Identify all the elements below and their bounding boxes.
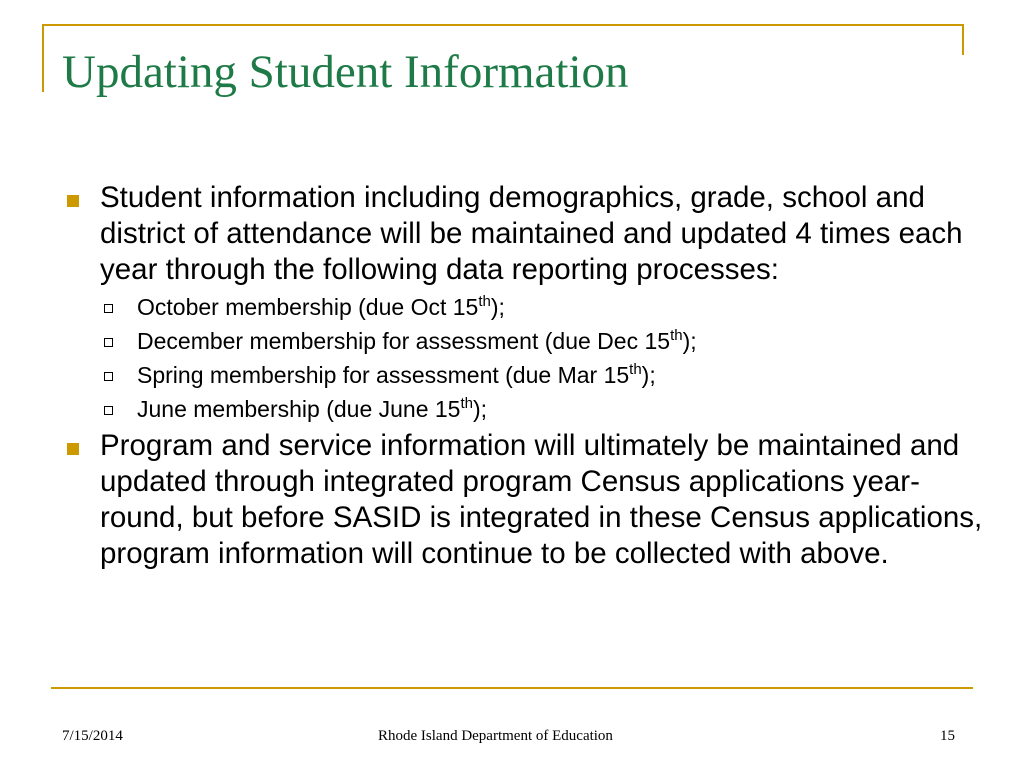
sub-bullet-item bbox=[64, 292, 984, 322]
boxed-square-bullet-icon bbox=[104, 304, 113, 313]
boxed-square-bullet-icon bbox=[104, 338, 113, 347]
sub-bullet-item bbox=[64, 394, 984, 424]
footer-date: 7/15/2014 bbox=[62, 728, 123, 744]
bullet-text: Student information including demographics, grade, school and district of attendance will be maintained and updated 4 times each year through the following data reporting processes: bbox=[100, 181, 963, 286]
sub-bullet-tail: ); bbox=[473, 396, 488, 422]
sub-bullet-tail: ); bbox=[641, 362, 656, 388]
slide-content bbox=[64, 180, 984, 574]
frame-right-line bbox=[962, 24, 964, 55]
bullet-item bbox=[64, 428, 984, 572]
bullet-text: Program and service information will ultimately be maintained and updated through integrated program Census applications year-round, but before SASID is integrated in these Census applications, program information will continue to be collected with above. bbox=[100, 429, 983, 570]
sub-bullet-tail: ); bbox=[490, 294, 505, 320]
boxed-square-bullet-icon bbox=[104, 406, 113, 415]
frame-top-line bbox=[42, 24, 964, 26]
frame-left-line bbox=[42, 24, 44, 92]
footer-organization: Rhode Island Department of Education bbox=[378, 728, 613, 744]
bullet-item bbox=[64, 180, 984, 288]
sub-bullet-tail: ); bbox=[682, 328, 697, 354]
square-bullet-icon bbox=[67, 195, 79, 207]
ordinal-suffix: th bbox=[670, 327, 683, 344]
ordinal-suffix: th bbox=[460, 395, 473, 412]
ordinal-suffix: th bbox=[478, 293, 491, 310]
sub-bullet-text: June membership (due June 15 bbox=[137, 396, 461, 422]
sub-bullet-text: Spring membership for assessment (due Mar 15 bbox=[137, 362, 630, 388]
square-bullet-icon bbox=[67, 443, 79, 455]
footer-divider-line bbox=[51, 687, 973, 689]
ordinal-suffix: th bbox=[629, 361, 642, 378]
sub-bullet-text: December membership for assessment (due Dec 15 bbox=[137, 328, 671, 354]
boxed-square-bullet-icon bbox=[104, 372, 113, 381]
sub-bullet-item bbox=[64, 326, 984, 356]
slide-title: Updating Student Information bbox=[62, 46, 629, 98]
sub-bullet-text: October membership (due Oct 15 bbox=[137, 294, 479, 320]
footer-page-number: 15 bbox=[940, 728, 955, 744]
sub-bullet-item bbox=[64, 360, 984, 390]
